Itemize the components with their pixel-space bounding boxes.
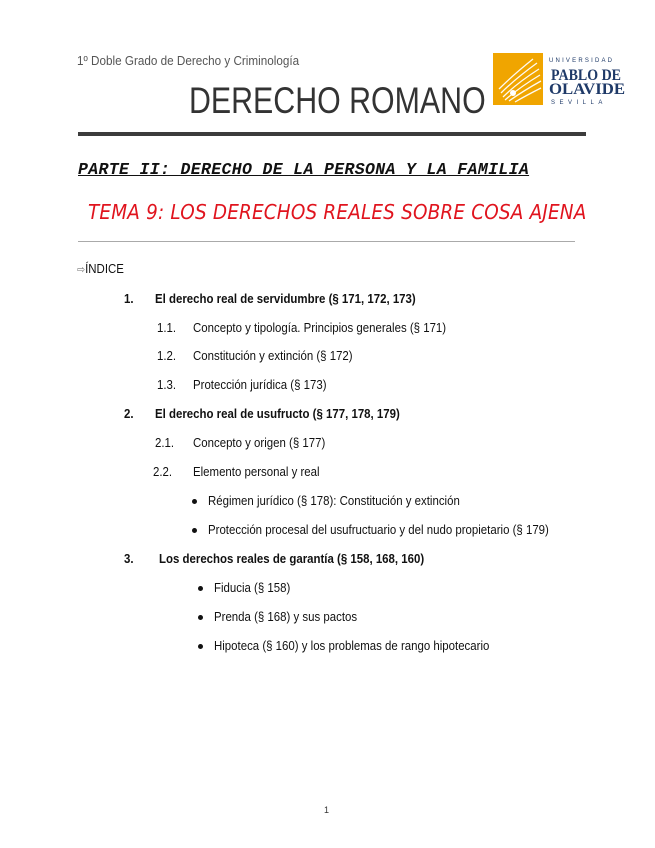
page-number: 1 [324,805,330,815]
university-logo [493,53,628,105]
bullet-dot-icon [198,644,203,649]
bullet-text: Hipoteca (§ 160) y los problemas de rango hipotecario [214,638,490,653]
bullet-text: Fiducia (§ 158) [214,580,291,595]
course-subtitle: 1º Doble Grado de Derecho y Criminología [77,53,300,68]
header-divider [78,132,586,136]
subsection-text: Constitución y extinción (§ 172) [193,348,353,363]
index-label: ÍNDICE [85,261,124,276]
subsection-number: 2.1. [155,435,175,450]
logo-line4: SEVILLA [551,100,607,105]
document-title: DERECHO ROMANO [189,80,486,121]
subsection-number: 2.2. [153,464,173,479]
topic-heading: TEMA 9: LOS DERECHOS REALES SOBRE COSA AJENA [88,200,587,224]
subsection-number: 1.3. [157,377,177,392]
bullet-text: Protección procesal del usufructuario y del nudo propietario (§ 179) [208,522,549,537]
index-heading [77,261,124,276]
logo-line3: OLAVIDE [549,81,625,98]
section-title: El derecho real de servidumbre (§ 171, 172, 173) [155,291,416,306]
section-number: 2. [124,406,134,421]
section-number: 3. [124,551,134,566]
subsection-number: 1.2. [157,348,177,363]
section-number: 1. [124,291,134,306]
pablo-olavide-logo-icon [493,53,628,105]
section-title: El derecho real de usufructo (§ 177, 178, 179) [155,406,400,421]
part-heading: PARTE II: DERECHO DE LA PERSONA Y LA FAMILIA [78,160,530,179]
bullet-text: Prenda (§ 168) y sus pactos [214,609,358,624]
subsection-text: Protección jurídica (§ 173) [193,377,327,392]
topic-divider [78,241,575,242]
bullet-dot-icon [192,499,197,504]
subsection-text: Concepto y tipología. Principios generales (§ 171) [193,320,447,335]
subsection-text: Elemento personal y real [193,464,320,479]
logo-line1: UNIVERSIDAD [549,58,615,64]
subsection-text: Concepto y origen (§ 177) [193,435,326,450]
arrow-right-icon: ⇨ [77,263,86,276]
bullet-dot-icon [198,615,203,620]
logo-line2: PABLO DE [551,67,621,84]
bullet-text: Régimen jurídico (§ 178): Constitución y extinción [208,493,460,508]
subsection-number: 1.1. [157,320,177,335]
bullet-dot-icon [198,586,203,591]
section-title: Los derechos reales de garantía (§ 158, 168, 160) [159,551,425,566]
bullet-dot-icon [192,528,197,533]
